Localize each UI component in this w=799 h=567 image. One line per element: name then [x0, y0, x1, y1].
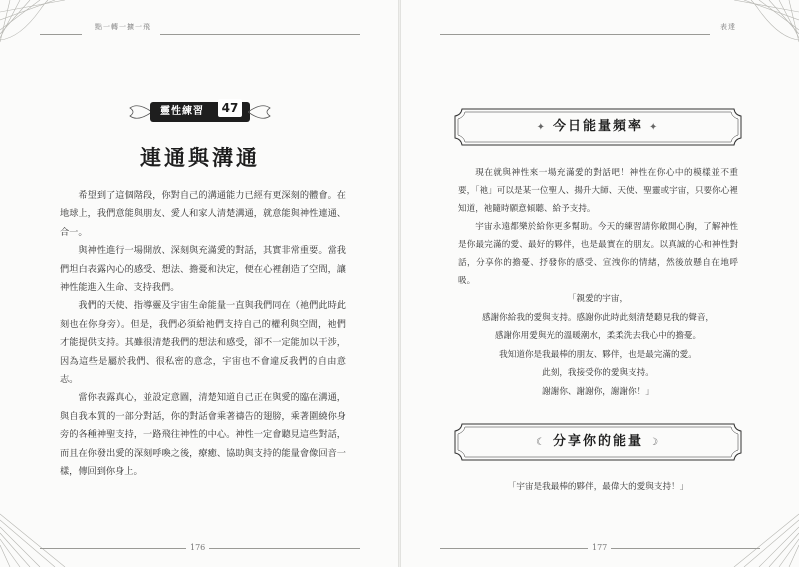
badge-ornament-right-icon	[248, 100, 272, 124]
running-header: 點一轉一擴一飛	[95, 23, 151, 31]
corner-ornament-top-left-icon	[0, 0, 70, 55]
paragraph: 我們的天使、指導靈及宇宙生命能量一直與我們同在（祂們此時此刻也在你身旁）。但是，我們必須給祂們支持自己的權利與空間，祂們才能提供支持。其雖很清楚我們的想法和感受，卻不一定能加以干涉，因為這些是屬於我們、很私密的意念，宇宙也不會違反我們的自由意志。	[60, 300, 346, 386]
sparkle-icon: ✦	[536, 122, 547, 133]
sparkle-icon: ✦	[649, 122, 660, 133]
badge-number: 47	[218, 99, 242, 117]
header-rule-right	[160, 34, 360, 35]
paragraph: 現在就與神性來一場充滿愛的對話吧！神性在你心中的模樣並不重要，「祂」可以是某一位聖人、揚升大師、天使、聖靈或宇宙，只要你心裡知道，祂隨時願意傾聽、給予支持。	[458, 168, 738, 214]
page-number: 177	[588, 543, 611, 552]
corner-ornament-top-right-icon	[729, 0, 799, 55]
prayer-line: 「親愛的宇宙，	[567, 294, 629, 304]
running-header: 表達	[720, 23, 736, 31]
moon-icon: ☽	[649, 437, 660, 448]
page-number: 176	[186, 543, 209, 552]
prayer-line: 感謝你用愛與光的溫暖潮水，柔柔洗去我心中的擔憂。	[494, 331, 702, 341]
header-rule-left	[440, 34, 710, 35]
page-title: 連通與溝通	[140, 145, 260, 170]
left-page	[0, 0, 399, 567]
section-title	[454, 108, 742, 146]
moon-icon: ☾	[536, 437, 547, 448]
prayer-line: 此刻，我接受你的愛與支持。	[542, 368, 654, 378]
section-title-text: 分享你的能量	[552, 434, 643, 449]
corner-ornament-bottom-left-icon	[0, 512, 70, 567]
section-title-text: 今日能量頻率	[552, 119, 643, 134]
corner-ornament-bottom-right-icon	[729, 512, 799, 567]
prayer-block	[458, 290, 738, 401]
paragraph: 希望到了這個階段，你對自己的溝通能力已經有更深刻的體會。在地球上，我們意能與朋友、愛人和家人清楚溝通，就意能與神性連通、合一。	[60, 190, 346, 238]
badge-label: 靈性練習	[160, 106, 204, 117]
header-rule-left	[40, 34, 82, 35]
body-text	[60, 187, 346, 482]
body-text	[458, 164, 738, 290]
prayer-line: 感謝你給我的愛與支持。感謝你此時此刻清楚聽見我的聲音，	[481, 312, 715, 323]
section-frame-energy	[454, 108, 742, 146]
paragraph: 宇宙永遠都樂於給你更多幫助。今天的練習請你敞開心胸，了解神性是你最完滿的愛、最好的夥伴，也是最實在的朋友。以真誠的心和神性對話，分享你的擔憂、抒發你的感受、宣洩你的情緒，然後放懸自在地呼吸。	[458, 222, 738, 286]
affirmation: 「宇宙是我最棒的夥伴，最偉大的愛與支持！」	[507, 482, 689, 492]
exercise-badge	[150, 98, 250, 126]
section-frame-share	[454, 423, 742, 461]
prayer-line: 謝謝你、謝謝你，謝謝你！」	[542, 386, 654, 397]
paragraph: 與神性進行一場開放、深刻與充滿愛的對話，其實非常重要。當我們坦白表露內心的感受、想法、擔憂和決定，便在心裡創造了空間，讓神性能進入生命、支持我們。	[60, 245, 346, 294]
prayer-line: 我知道你是我最棒的朋友、夥伴，也是最完滿的愛。	[499, 349, 697, 360]
badge-ornament-left-icon	[128, 100, 152, 124]
paragraph: 當你表露真心，並設定意圖，清楚知道自己正在與愛的臨在溝通，與自我本質的一部分對話，你的對話會乘著禱告的翅膀，乘著圍繞你身旁的各種神聖支持，一路飛往神性的中心。神性一定會聽見這些對話，而且在你發出愛的深刻呼喚之後，療癒、協助與支持的能量會像回音一樣，傳回到你身上。	[60, 392, 346, 478]
section-title	[454, 423, 742, 461]
